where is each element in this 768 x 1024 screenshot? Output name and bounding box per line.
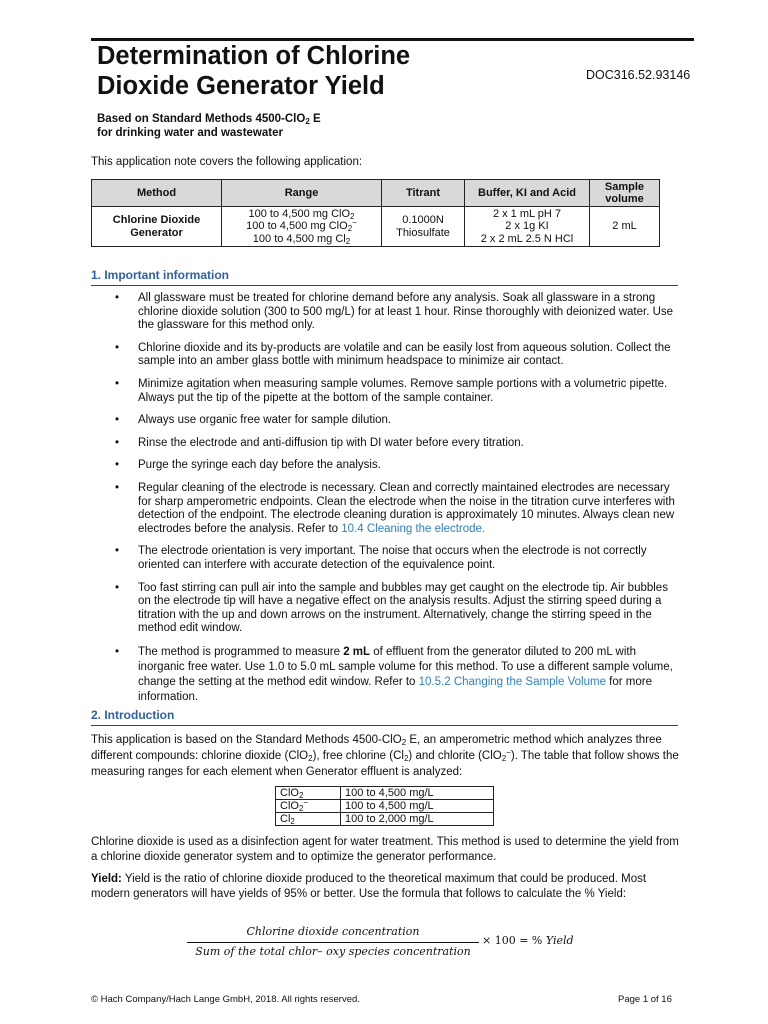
link-changing-sample-volume[interactable]: 10.5.2 Changing the Sample Volume <box>418 675 606 688</box>
footer-page-number: Page 1 of 16 <box>618 994 672 1005</box>
table-cell-sample-volume: 2 mL <box>590 207 660 247</box>
introduction-paragraph: This application is based on the Standard Methods 4500-ClO$_2$ E, an amperometric method which analyzes three different compounds: chlorine dioxide (ClO$_2$), free chlorine $(Cl_2)$ and chlorite (ClO$_2$−). The table that follow shows the measuring ranges for each element when Generator effluent is analyzed: <box>91 734 679 778</box>
section-rule <box>91 725 678 726</box>
list-item: • The electrode orientation is very important. The noise that occurs when the electrode is not correctly oriented can interfere with accurate detection of the equivalence point. <box>115 545 647 571</box>
table-row <box>276 787 494 800</box>
list-item: • Chlorine dioxide and its by-products are volatile and can be easily lost from aqueous solution. Collect the sample into an amber glass bottle with minimum headspace to minimize air contact. <box>115 341 671 368</box>
table-header-buffer: Buffer, KI and Acid <box>465 180 590 207</box>
document-title: Determination of Chlorine Dioxide Generator Yield <box>97 42 411 100</box>
formula-denominator: Sum of the total chlor– oxy species concentration <box>195 945 471 958</box>
table-row <box>276 813 494 826</box>
footer-copyright: © Hach Company/Hach Lange GmbH, 2018. All rights reserved. <box>91 994 360 1005</box>
table-row <box>276 800 494 813</box>
table-cell-titrant: 0.1000N Thiosulfate <box>382 207 465 247</box>
list-item: • Minimize agitation when measuring sample volumes. Remove sample portions with a volumetric pipette. Always put the tip of the pipette at the bottom of the sample container. <box>115 377 668 404</box>
table-row <box>92 207 660 247</box>
section-heading-introduction: 2. Introduction <box>91 708 175 722</box>
table-cell-buffer: 2 x 1 mL pH 7 2 x 1g KI 2 x 2 mL 2.5 N HCl <box>465 207 590 247</box>
table-cell-method: Chlorine Dioxide Generator <box>92 207 222 247</box>
species-cell: ClO$_2$ <box>276 787 341 800</box>
list-item: • Too fast stirring can pull air into the sample and bubbles may get caught on the electrode tip. Air bubbles on the electrode tip will have a negative effect on the analysis results. Adjust the stirring speed during a titration with the up and down arrows on the instrument. Alternatively, change the stirring speed in the method edit window. <box>115 581 668 635</box>
formula-fraction <box>187 925 479 958</box>
yield-paragraph: Yield: Yield is the ratio of chlorine dioxide produced to the theoretical maximum that could be produced. Most modern generators will have yields of 95% or better. Use the formula that follows to calculate the % Yield: <box>91 873 647 900</box>
table-header-method: Method <box>92 180 222 207</box>
application-table <box>91 179 660 247</box>
list-item: • All glassware must be treated for chlorine demand before any analysis. Soak all glassware in a strong chlorine dioxide solution (300 to 500 mg/L) for at least 1 hour. Rinse thoroughly with deionized water. Use the glassware for this method only. <box>115 292 674 332</box>
section-rule <box>91 285 678 286</box>
intro-text: This application note covers the following application: <box>91 156 363 168</box>
species-cell: ClO$_2$− <box>276 800 341 813</box>
table-header-row <box>92 180 660 207</box>
list-item: • Regular cleaning of the electrode is necessary. Clean and correctly maintained electrodes are necessary for sharp amperometric endpoints. Clean the electrode when the noise in the titration curve interferes with detection of the endpoint. The electrode cleaning duration is approximately 10 minutes. Always clean new electrodes before the analysis. Refer to 10.4 Cleaning the electrode. <box>115 481 675 535</box>
list-item: • Rinse the electrode and anti-diffusion tip with DI water before every titration. <box>115 436 524 449</box>
document-id: DOC316.52.93146 <box>586 68 691 82</box>
list-item: • Always use organic free water for sample dilution. <box>115 414 392 427</box>
species-cell: $Cl_2$ <box>276 813 341 826</box>
section-heading-important-information: 1. Important information <box>91 268 229 282</box>
list-item: • The method is programmed to measure 2 mL of effluent from the generator diluted to 200 mL with inorganic free water. Use 1.0 to 5.0 mL sample volume for this method. To use a different sample volume, change the setting at the method edit window. Refer to 10.5.2 Changing the Sample Volume for more information. <box>115 645 673 703</box>
table-cell-range: 100 to 4,500 mg ClO$_2$ 100 to 4,500 mg ClO$_2$− 100 to 4,500 mg $Cl_2$ <box>222 207 382 247</box>
disinfection-paragraph: Chlorine dioxide is used as a disinfection agent for water treatment. This method is used to determine the yield from a chlorine dioxide generator system and to optimize the generator performance. <box>91 836 679 863</box>
range-cell: 100 to 4,500 mg/L <box>341 787 494 800</box>
table-header-titrant: Titrant <box>382 180 465 207</box>
formula-result: × 100 = % Yield <box>482 934 574 947</box>
table-header-range: Range <box>222 180 382 207</box>
range-cell: 100 to 4,500 mg/L <box>341 800 494 813</box>
formula-numerator: Chlorine dioxide concentration <box>187 925 479 943</box>
measuring-ranges-table <box>275 786 494 826</box>
range-cell: 100 to 2,000 mg/L <box>341 813 494 826</box>
important-information-list <box>91 292 681 714</box>
table-header-sample-volume: Sample volume <box>590 180 660 207</box>
link-cleaning-electrode[interactable]: 10.4 Cleaning the electrode. <box>341 522 486 535</box>
list-item: • Purge the syringe each day before the analysis. <box>115 459 381 472</box>
document-subtitle: Based on Standard Methods 4500-ClO$_2$ E for drinking water and wastewater <box>97 113 321 139</box>
